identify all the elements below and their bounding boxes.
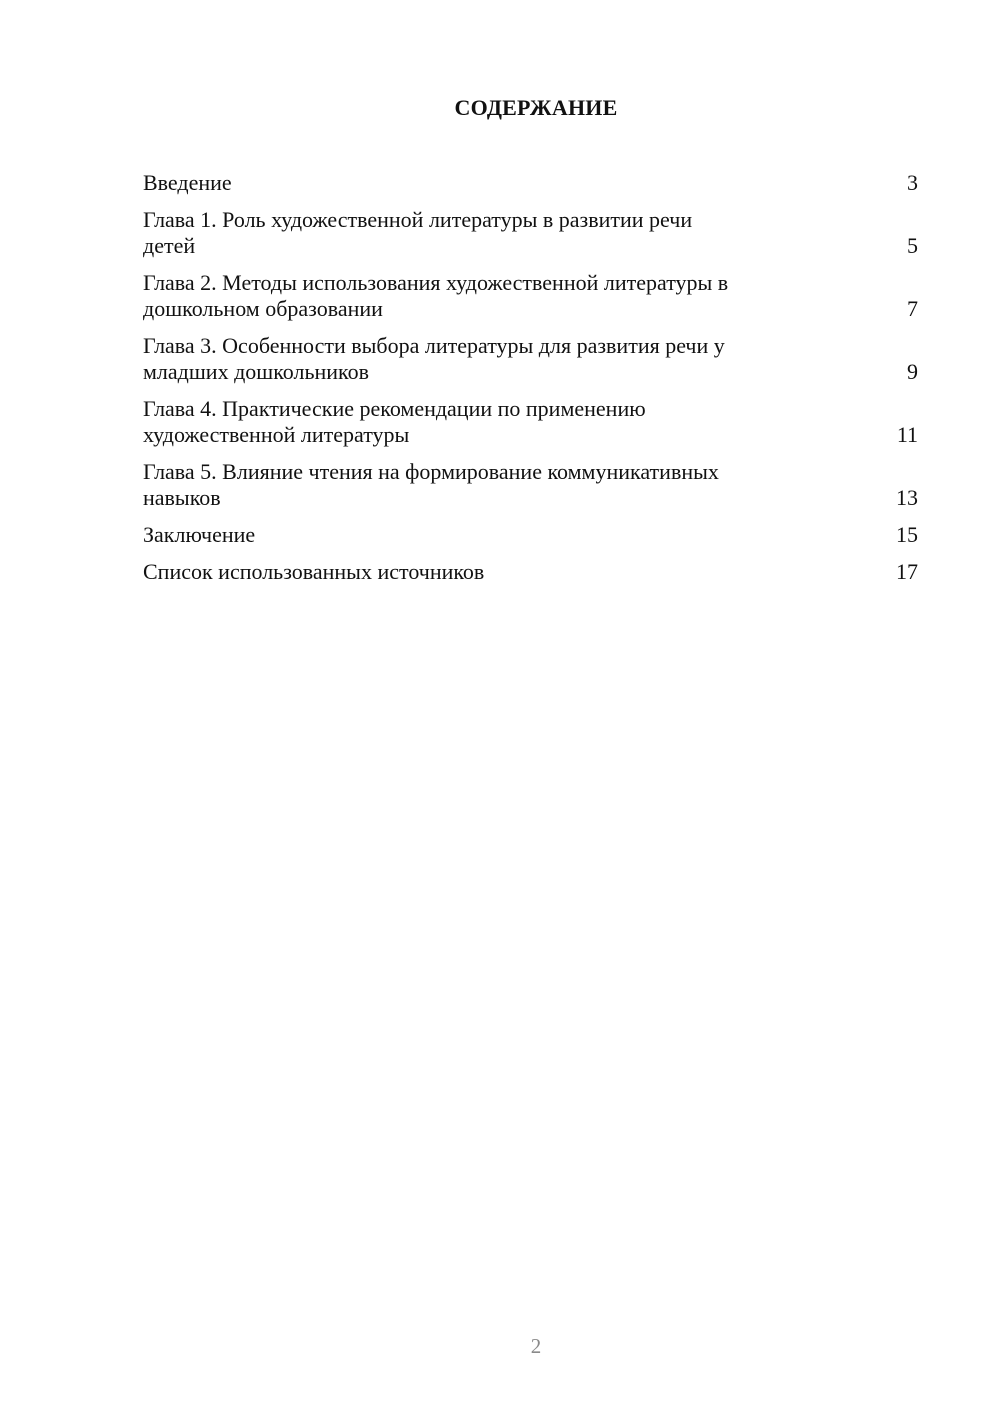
- toc-entry-title: [143, 333, 725, 385]
- toc-entry-title-line: Глава 3. Особенности выбора литературы для развития речи у: [143, 333, 725, 358]
- toc-entry-title-line: Глава 4. Практические рекомендации по применению: [143, 396, 646, 421]
- toc-entry-chapter-4: [143, 396, 918, 448]
- toc-entry-title-line: художественной литературы: [143, 422, 410, 447]
- toc-entry-chapter-1: [143, 207, 918, 259]
- page-number: 2: [530, 1334, 542, 1358]
- toc-entry-title: [143, 396, 646, 448]
- toc-entry-conclusion: [143, 522, 918, 548]
- toc-entry-page-number: 5: [907, 233, 918, 258]
- toc-entry-title-line: Заключение: [143, 522, 256, 547]
- toc-entry-title-line: Глава 5. Влияние чтения на формирование коммуникативных: [143, 459, 719, 484]
- toc-entry-title-line: младших дошкольников: [143, 359, 370, 384]
- toc-entry-title: [143, 522, 255, 548]
- toc-entry-title-line: дошкольном образовании: [143, 296, 383, 321]
- toc-entry-page-number: 13: [896, 485, 918, 510]
- toc-entry-title: [143, 207, 692, 259]
- toc-entry-chapter-3: [143, 333, 918, 385]
- toc-entry-title-line: детей: [143, 233, 196, 258]
- toc-entry-title: [143, 170, 232, 196]
- toc-entry-page-number: 17: [896, 559, 918, 584]
- toc-entry-title-line: Глава 1. Роль художественной литературы в развитии речи: [143, 207, 693, 232]
- toc-entry-title-line: Список использованных источников: [143, 559, 485, 584]
- table-of-contents: [143, 170, 918, 596]
- page-title: СОДЕРЖАНИЕ: [454, 95, 618, 120]
- toc-entry-title-line: Глава 2. Методы использования художественной литературы в: [143, 270, 729, 295]
- toc-entry-chapter-2: [143, 270, 918, 322]
- toc-entry-page-number: 11: [896, 422, 918, 447]
- toc-entry-title: [143, 559, 484, 585]
- toc-entry-title-line: навыков: [143, 485, 221, 510]
- toc-entry-page-number: 15: [896, 522, 918, 547]
- toc-entry-title: [143, 270, 728, 322]
- toc-entry-page-number: 7: [907, 296, 918, 321]
- toc-entry-references: [143, 559, 918, 585]
- toc-entry-introduction: [143, 170, 918, 196]
- toc-entry-title-line: Введение: [143, 170, 232, 195]
- toc-entry-page-number: 3: [907, 170, 918, 195]
- toc-entry-page-number: 9: [907, 359, 918, 384]
- toc-entry-chapter-5: [143, 459, 918, 511]
- toc-entry-title: [143, 459, 719, 511]
